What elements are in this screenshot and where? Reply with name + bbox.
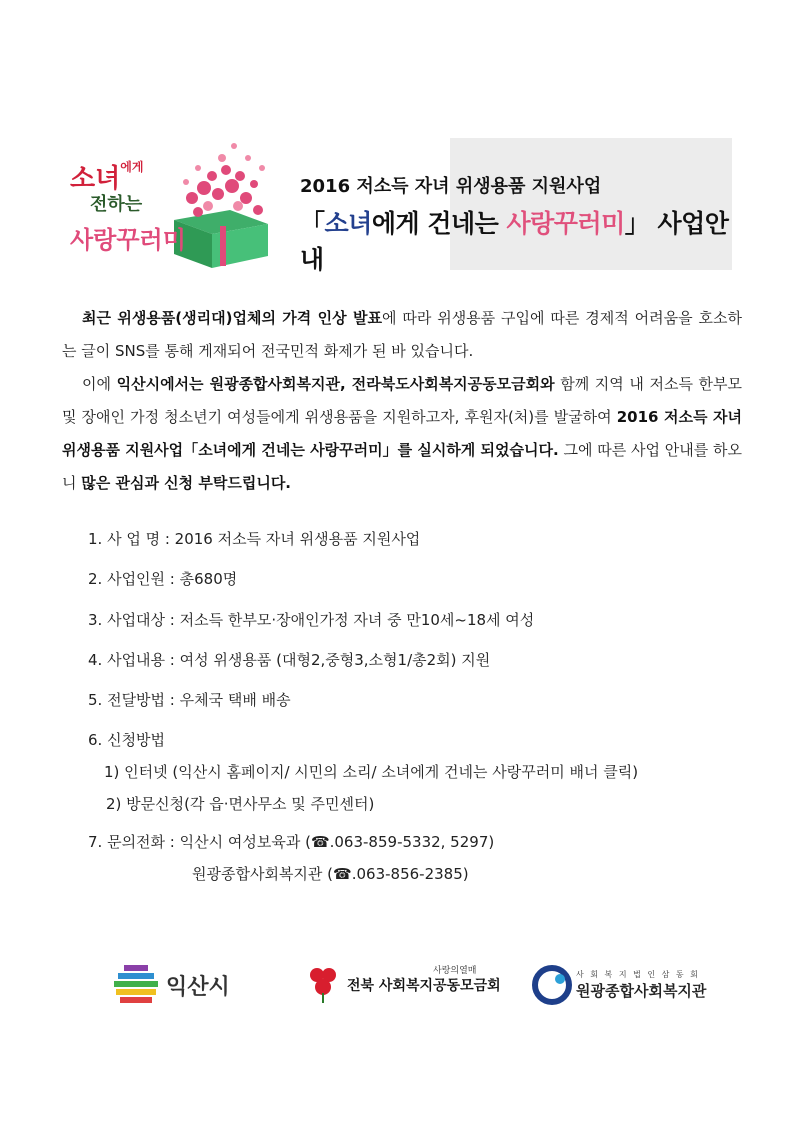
iksan-name: 익산시 bbox=[166, 974, 230, 1000]
intro-paragraph-1: 최근 위생용품(생리대)업체의 가격 인상 발표에 따라 위생용품 구입에 따른 경제적 어려움을 호소하는 글이 SNS를 통해 게재되어 전국민적 화제가 된 바 있습니다. bbox=[62, 309, 742, 360]
wonkwang-text bbox=[576, 969, 706, 1001]
intro-paragraph-2: 이에 익산시에서는 원광종합사회복지관, 전라북도사회복지공동모금회와 함께 지역 내 저소득 한부모 및 장애인 가정 청소년기 여성들에게 위생용품을 지원하고자, 후원자(처)를 발굴하여 2016 저소득 자녀 위생용품 지원사업「소녀에게 건네는 사랑꾸러미」를 실시하게 되었습니다. 그에 따른 사업 안내를 하오니 많은 관심과 신청 부탁드립니다. bbox=[62, 375, 743, 492]
community-chest-logo bbox=[305, 955, 501, 1015]
list-subitem: 2) 방문신청(각 읍·면사무소 및 주민센터) bbox=[106, 795, 375, 813]
chest-tagline: 사랑의열매 bbox=[433, 966, 477, 976]
page-title: 2016 저소득 자녀 위생용품 지원사업 bbox=[300, 176, 602, 197]
page-subtitle: 「소녀에게 건네는 사랑꾸러미」 사업안내 bbox=[300, 209, 729, 274]
logo-line2: 전하는 bbox=[90, 194, 143, 215]
list-item: 2. 사업인원 : 총680명 bbox=[88, 570, 238, 588]
wonkwang-tagline: 사 회 복 지 법 인 삼 동 회 bbox=[576, 970, 700, 979]
footer-logos bbox=[0, 955, 794, 1015]
list-item: 4. 사업내용 : 여성 위생용품 (대형2,중형3,소형1/총2회) 지원 bbox=[88, 651, 491, 669]
iksan-logo bbox=[112, 955, 230, 1015]
list-item: 1. 사 업 명 : 2016 저소득 자녀 위생용품 지원사업 bbox=[88, 530, 421, 548]
logo-line3: 사랑꾸러미 bbox=[70, 226, 186, 254]
list-item: 5. 전달방법 : 우체국 택배 배송 bbox=[88, 691, 291, 709]
love-fruit-icon bbox=[305, 965, 341, 1005]
logo-line1: 소녀$^{에게}$ bbox=[70, 160, 144, 194]
list-item: 6. 신청방법 bbox=[88, 731, 166, 749]
list-subitem: 1) 인터넷 (익산시 홈페이지/ 시민의 소리/ 소녀에게 건네는 사랑꾸러미 배너 클릭) bbox=[104, 763, 639, 781]
iksan-emblem-icon bbox=[112, 963, 160, 1007]
contact-line: 원광종합사회복지관 (☎.063-856-2385) bbox=[192, 865, 469, 883]
chest-name: 전북 사회복지공동모금회 bbox=[347, 978, 501, 994]
wonkwang-emblem-icon bbox=[532, 965, 572, 1005]
list-item: 3. 사업대상 : 저소득 한부모·장애인가정 자녀 중 만10세~18세 여성 bbox=[88, 611, 535, 629]
campaign-logo bbox=[62, 128, 282, 274]
wonkwang-logo bbox=[532, 955, 706, 1015]
wonkwang-name: 원광종합사회복지관 bbox=[576, 982, 707, 1000]
contact-line: 7. 문의전화 : 익산시 여성보육과 (☎.063-859-5332, 5297) bbox=[88, 833, 495, 851]
intro-text bbox=[62, 302, 742, 500]
